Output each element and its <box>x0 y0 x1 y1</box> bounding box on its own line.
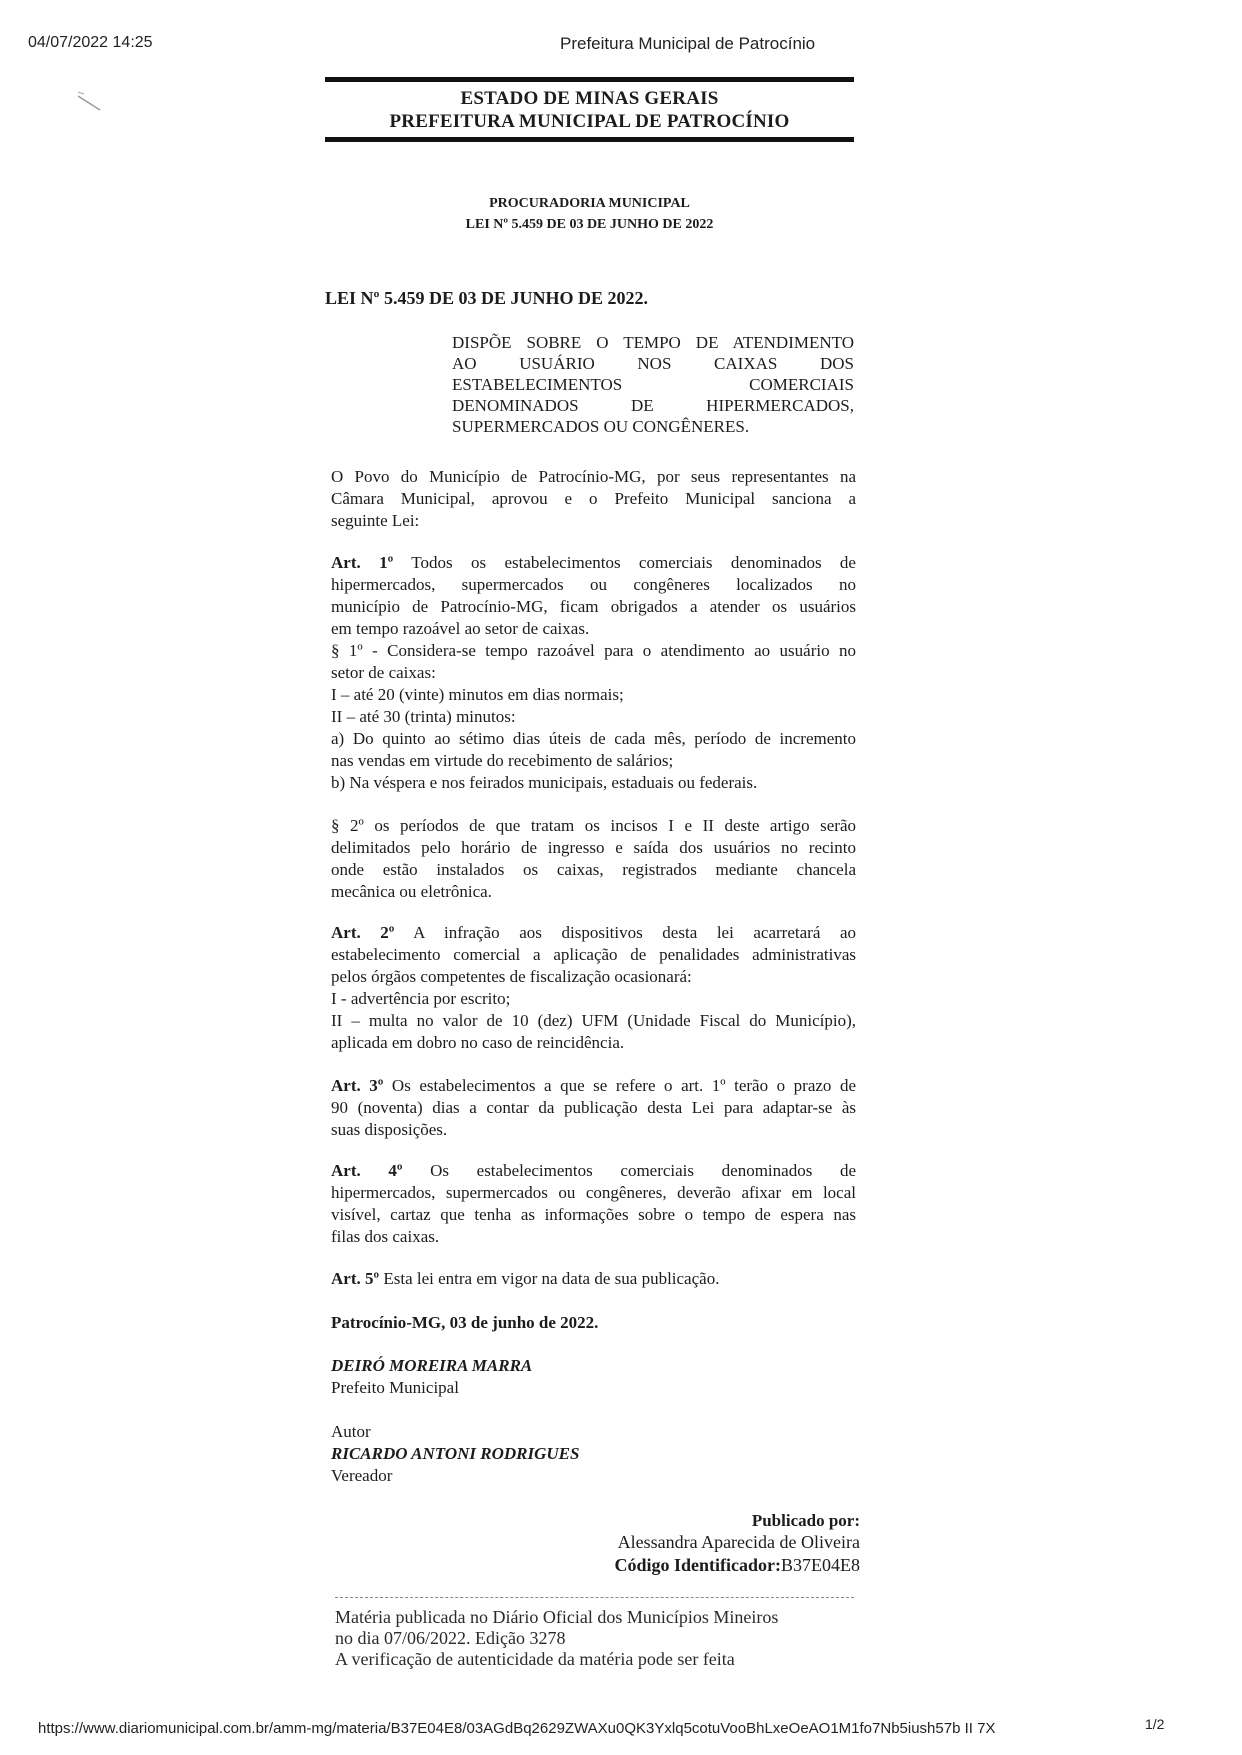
article-3-line: suas disposições. <box>331 1120 448 1139</box>
publisher-code <box>615 1555 861 1576</box>
article-3-line: 90 (noventa) dias a contar da publicação desta Lei para adaptar-se às <box>331 1098 856 1117</box>
paragraph-2-line: mecânica ou eletrônica. <box>331 882 492 901</box>
print-datetime: 04/07/2022 14:25 <box>28 34 153 51</box>
article-5-text: Esta lei entra em vigor na data de sua publicação. <box>379 1269 720 1288</box>
summary-line: DENOMINADOS DE HIPERMERCADOS, <box>452 396 854 415</box>
publisher-code-label: Código Identificador: <box>614 1555 781 1575</box>
print-page-number: 1/2 <box>1145 1716 1165 1732</box>
paragraph-2-line: delimitados pelo horário de ingresso e saída dos usuários no recinto <box>331 838 856 857</box>
paragraph-1-line: a) Do quinto ao sétimo dias úteis de cada mês, período de incremento <box>331 729 856 748</box>
article-3-text: Os estabelecimentos a que se refere o art. 1º terão o prazo de <box>383 1076 856 1095</box>
summary-line: DISPÕE SOBRE O TEMPO DE ATENDIMENTO <box>452 333 854 352</box>
article-1-label: Art. 1º <box>331 553 394 572</box>
article-4-line: visível, cartaz que tenha as informações sobre o tempo de espera nas <box>331 1205 856 1224</box>
place-date <box>331 1312 856 1334</box>
article-2-label: Art. 2º <box>331 923 395 942</box>
paragraph-1-line: I – até 20 (vinte) minutos em dias normais; <box>331 685 624 704</box>
article-4-line: filas dos caixas. <box>331 1227 440 1246</box>
print-url[interactable]: https://www.diariomunicipal.com.br/amm-mg/materia/B37E04E8/03AGdBq2629ZWAXu0QK3Yxlq5cotuVooBhLxeOeAO1M1fo7Nb5iush57b II 7X <box>38 1720 996 1737</box>
summary-line: SUPERMERCADOS OU CONGÊNERES. <box>452 417 750 436</box>
article-1-line <box>331 552 856 574</box>
article-5 <box>331 1268 856 1290</box>
paragraph-1-line: § 1º - Considera-se tempo razoável para o atendimento ao usuário no <box>331 641 856 660</box>
preamble-line: seguinte Lei: <box>331 511 420 530</box>
section-name: PROCURADORIA MUNICIPAL <box>489 196 690 211</box>
publisher-label: Publicado por: <box>751 1511 860 1530</box>
letterhead-city: PREFEITURA MUNICIPAL DE PATROCÍNIO <box>389 111 790 132</box>
place-date-text: Patrocínio-MG, 03 de junho de 2022. <box>331 1313 599 1332</box>
letterhead-state: ESTADO DE MINAS GERAIS <box>460 88 719 109</box>
author-role: Vereador <box>331 1466 393 1485</box>
article-1-text: Todos os estabelecimentos comerciais denominados de <box>393 553 856 572</box>
article-2-line: II – multa no valor de 10 (dez) UFM (Unidade Fiscal do Município), <box>331 1011 856 1030</box>
paragraph-2-line: onde estão instalados os caixas, registrados mediante chancela <box>331 860 856 879</box>
article-3-line <box>331 1075 856 1097</box>
article-1 <box>331 552 856 794</box>
preamble-line: Câmara Municipal, aprovou e o Prefeito Municipal sanciona a <box>331 489 856 508</box>
summary-line: ESTABELECIMENTOS COMERCIAIS <box>452 375 854 394</box>
article-4-line <box>331 1160 856 1182</box>
paragraph-1-line: II – até 30 (trinta) minutos: <box>331 707 516 726</box>
article-2-line: aplicada em dobro no caso de reincidência. <box>331 1033 625 1052</box>
article-2 <box>331 922 856 1054</box>
paragraph-1-line: b) Na véspera e nos feirados municipais, estaduais ou federais. <box>331 773 758 792</box>
article-1-line: em tempo razoável ao setor de caixas. <box>331 619 590 638</box>
article-2-line <box>331 922 856 944</box>
article-2-line: pelos órgãos competentes de fiscalização ocasionará: <box>331 967 692 986</box>
article-5-line <box>331 1268 856 1290</box>
article-5-label: Art. 5º <box>331 1269 380 1288</box>
article-2-line: estabelecimento comercial a aplicação de penalidades administrativas <box>331 945 856 964</box>
mayor-name: DEIRÓ MOREIRA MARRA <box>331 1356 533 1375</box>
article-4 <box>331 1160 856 1248</box>
article-2-line: I - advertência por escrito; <box>331 989 511 1008</box>
mayor-role: Prefeito Municipal <box>331 1378 459 1397</box>
section-law-ref: LEI Nº 5.459 DE 03 DE JUNHO DE 2022 <box>465 217 714 232</box>
article-1-line: município de Patrocínio-MG, ficam obrigados a atender os usuários <box>331 597 856 616</box>
paragraph-2-line: § 2º os períodos de que tratam os incisos I e II deste artigo serão <box>331 816 856 835</box>
footer-note-line: no dia 07/06/2022. Edição 3278 <box>335 1628 566 1648</box>
footer-note-line: A verificação de autenticidade da matéria pode ser feita <box>335 1649 735 1669</box>
print-page-title: Prefeitura Municipal de Patrocínio <box>560 34 816 53</box>
letterhead-bottom-rule <box>325 137 854 142</box>
article-3-label: Art. 3º <box>331 1076 384 1095</box>
article-4-text: Os estabelecimentos comerciais denominados de <box>402 1161 856 1180</box>
paragraph-1-line: setor de caixas: <box>331 663 436 682</box>
preamble-line: O Povo do Município de Patrocínio-MG, por seus representantes na <box>331 467 856 486</box>
signature-block-mayor <box>331 1355 856 1399</box>
article-1-paragraph-2 <box>331 815 856 903</box>
signature-block-author <box>331 1421 856 1487</box>
author-label: Autor <box>331 1422 371 1441</box>
article-4-label: Art. 4º <box>331 1161 403 1180</box>
article-3 <box>331 1075 856 1141</box>
letterhead-top-rule <box>325 77 854 82</box>
author-name: RICARDO ANTONI RODRIGUES <box>331 1444 580 1463</box>
article-2-text: A infração aos dispositivos desta lei acarretará ao <box>394 923 856 942</box>
publisher-code-value: B37E04E8 <box>781 1555 860 1575</box>
law-title: LEI Nº 5.459 DE 03 DE JUNHO DE 2022. <box>325 288 648 308</box>
law-summary <box>452 332 854 437</box>
scan-artifact-mark <box>70 82 125 122</box>
publisher-name: Alessandra Aparecida de Oliveira <box>617 1532 860 1552</box>
footer-note-line: Matéria publicada no Diário Oficial dos Municípios Mineiros <box>335 1607 779 1627</box>
paragraph-1-line: nas vendas em virtude do recebimento de salários; <box>331 751 674 770</box>
summary-line: AO USUÁRIO NOS CAIXAS DOS <box>452 354 854 373</box>
footer-divider <box>335 1597 854 1598</box>
footer-note <box>335 1607 875 1670</box>
article-1-line: hipermercados, supermercados ou congêneres localizados no <box>331 575 856 594</box>
article-4-line: hipermercados, supermercados ou congêneres, deverão afixar em local <box>331 1183 856 1202</box>
preamble <box>331 466 856 532</box>
